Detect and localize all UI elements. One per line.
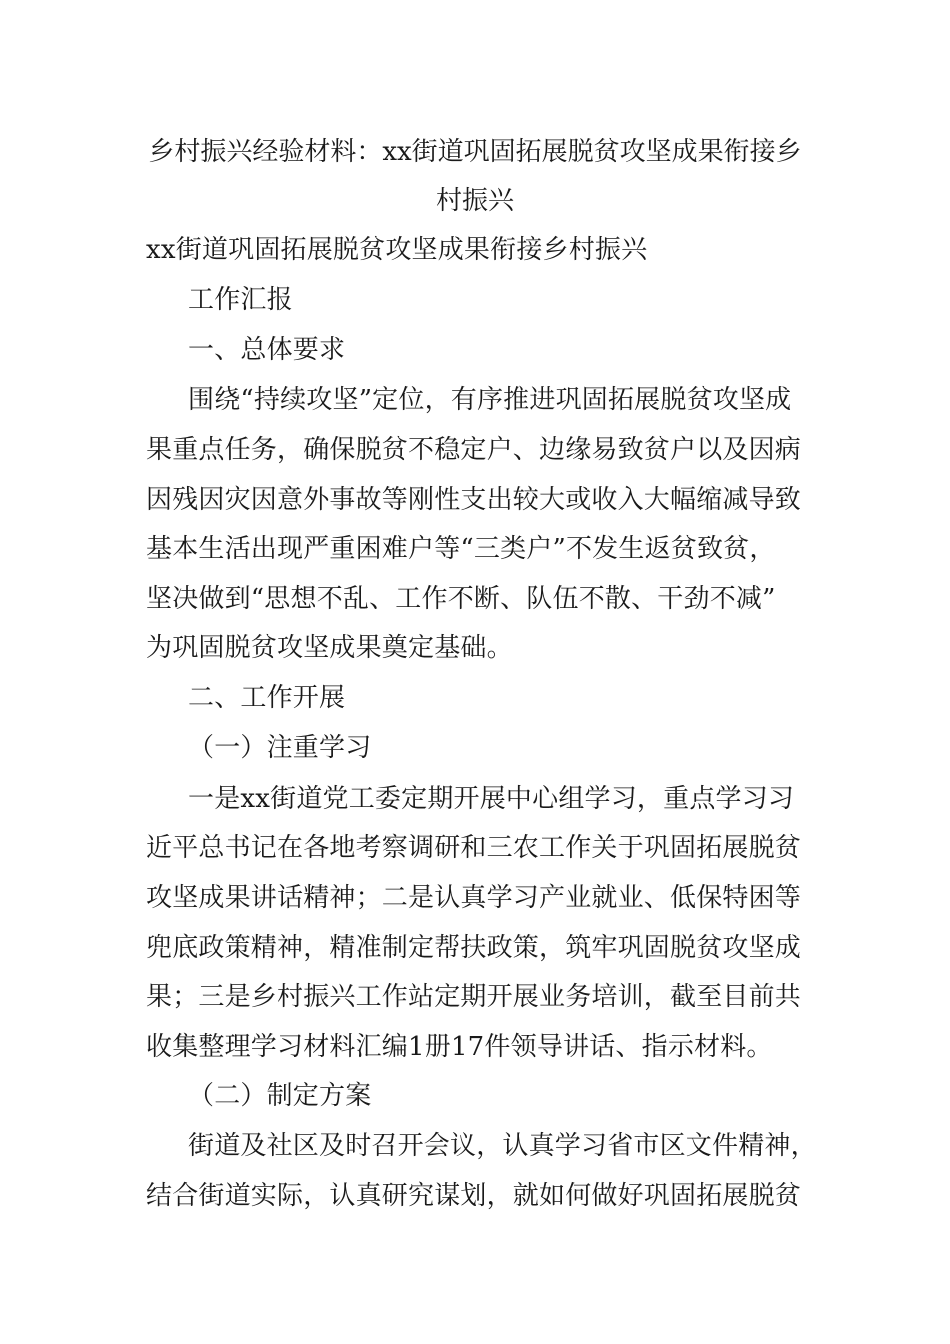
paragraph-line: 近平总书记在各地考察调研和三农工作关于巩固拓展脱贫	[146, 833, 802, 863]
report-label: 工作汇报	[188, 285, 293, 315]
paragraph-line: 果重点任务，确保脱贫不稳定户、边缘易致贫户以及因病	[146, 435, 802, 465]
subsection-1-heading: （一）注重学习	[188, 733, 372, 763]
section-1-heading: 一、总体要求	[188, 335, 346, 365]
paragraph-line: 结合街道实际，认真研究谋划，就如何做好巩固拓展脱贫	[146, 1181, 802, 1211]
subsection-2-heading: （二）制定方案	[188, 1081, 372, 1111]
paragraph-line: 果；三是乡村振兴工作站定期开展业务培训，截至目前共	[146, 982, 802, 1012]
section-2-heading: 二、工作开展	[188, 683, 346, 713]
paragraph-line: 因残因灾因意外事故等刚性支出较大或收入大幅缩减导致	[146, 485, 802, 515]
paragraph-line: 攻坚成果讲话精神；二是认真学习产业就业、低保特困等	[146, 883, 802, 913]
paragraph-line: 为巩固脱贫攻坚成果奠定基础。	[146, 633, 513, 663]
paragraph-line: 一是xx街道党工委定期开展中心组学习，重点学习习	[188, 784, 795, 814]
document-subtitle: xx街道巩固拓展脱贫攻坚成果衔接乡村振兴	[146, 235, 648, 265]
paragraph-line: 收集整理学习材料汇编1册17件领导讲话、指示材料。	[146, 1032, 773, 1062]
paragraph-line: 围绕“持续攻坚”定位，有序推进巩固拓展脱贫攻坚成	[188, 385, 792, 415]
paragraph-line: 兜底政策精神，精准制定帮扶政策，筑牢巩固脱贫攻坚成	[146, 933, 802, 963]
document-title-line-1: 乡村振兴经验材料：xx街道巩固拓展脱贫攻坚成果衔接乡	[148, 137, 802, 167]
paragraph-line: 基本生活出现严重困难户等“三类户”不发生返贫致贫，	[146, 534, 776, 564]
document-title-line-2: 村振兴	[435, 186, 514, 216]
paragraph-line: 坚决做到“思想不乱、工作不断、队伍不散、干劲不减”	[146, 584, 776, 614]
paragraph-line: 街道及社区及时召开会议，认真学习省市区文件精神，	[188, 1131, 817, 1161]
